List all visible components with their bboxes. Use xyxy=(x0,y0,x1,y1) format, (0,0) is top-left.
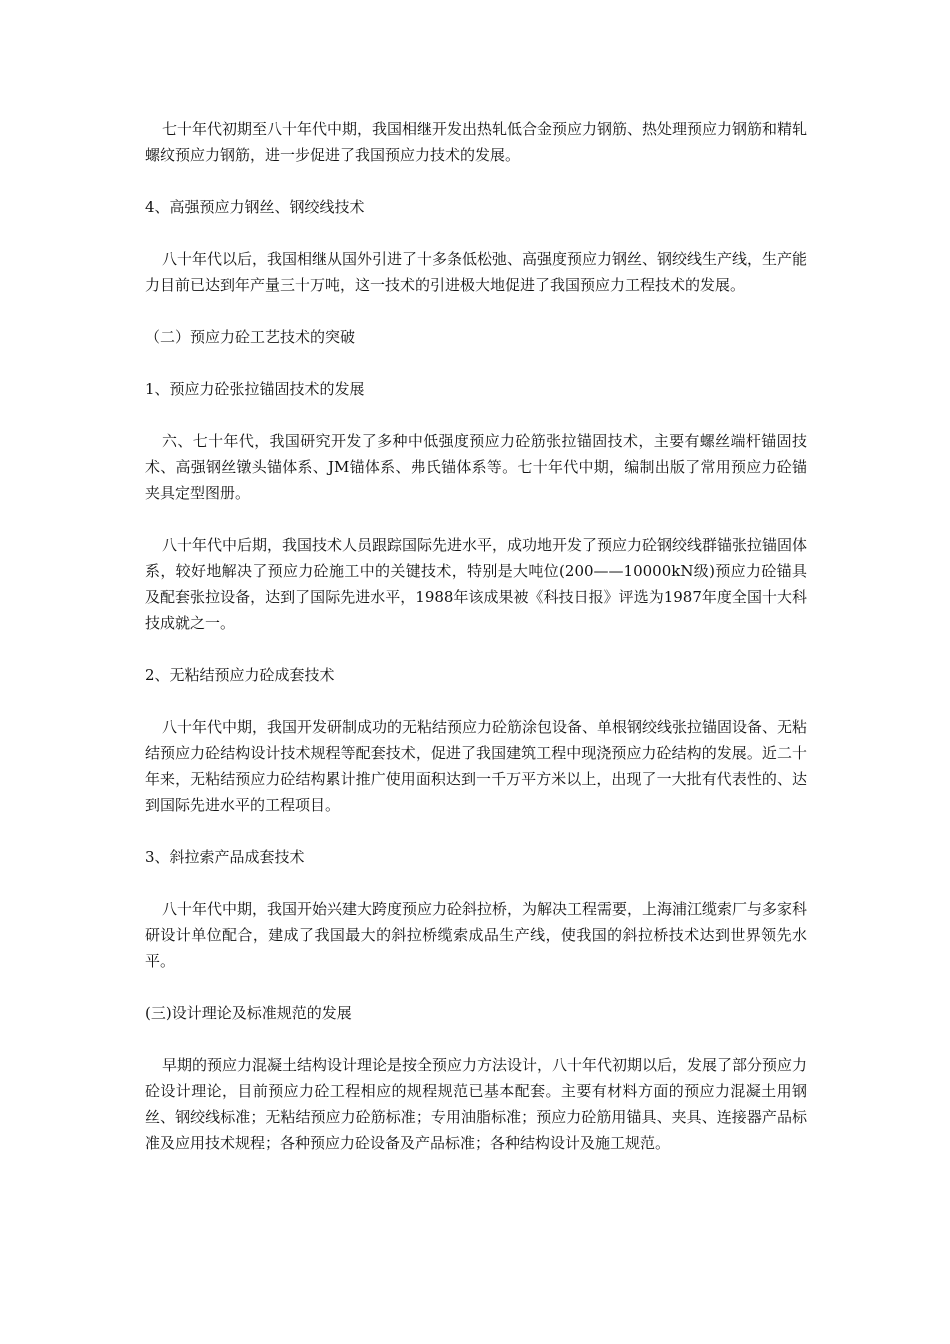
paragraph: 八十年代中期，我国开发研制成功的无粘结预应力砼筋涂包设备、单根钢绞线张拉锚固设备、无粘结预应力砼结构设计技术规程等配套技术，促进了我国建筑工程中现浇预应力砼结构的发展。近二十年来，无粘结预应力砼结构累计推广使用面积达到一千万平方米以上，出现了一大批有代表性的、达到国际先进水平的工程项目。 xyxy=(145,718,808,814)
paragraph: 六、七十年代，我国研究开发了多种中低强度预应力砼筋张拉锚固技术，主要有螺丝端杆锚固技术、高强钢丝镦头锚体系、JM锚体系、弗氏锚体系等。七十年代中期，编制出版了常用预应力砼锚夹具定型图册。 xyxy=(145,432,807,502)
section-heading: 1、预应力砼张拉锚固技术的发展 xyxy=(145,380,365,398)
paragraph: 八十年代中期，我国开始兴建大跨度预应力砼斜拉桥，为解决工程需要，上海浦江缆索厂与多家科研设计单位配合，建成了我国最大的斜拉桥缆索成品生产线，使我国的斜拉桥技术达到世界领先水平。 xyxy=(145,900,808,970)
paragraph: 八十年代中后期，我国技术人员跟踪国际先进水平，成功地开发了预应力砼钢绞线群锚张拉锚固体系，较好地解决了预应力砼施工中的关键技术，特别是大吨位(200——10000kN级)预应力砼锚具及配套张拉设备，达到了国际先进水平，1988年该成果被《科技日报》评选为1987年度全国十大科技成就之一。 xyxy=(145,536,808,632)
paragraph: 早期的预应力混凝土结构设计理论是按全预应力方法设计，八十年代初期以后，发展了部分预应力砼设计理论，目前预应力砼工程相应的规程规范已基本配套。主要有材料方面的预应力混凝土用钢丝、钢绞线标准；无粘结预应力砼筋标准；专用油脂标准；预应力砼筋用锚具、夹具、连接器产品标准及应用技术规程；各种预应力砼设备及产品标准；各种结构设计及施工规范。 xyxy=(145,1056,808,1152)
section-heading: 4、高强预应力钢丝、钢绞线技术 xyxy=(145,198,365,216)
section-heading: (三)设计理论及标准规范的发展 xyxy=(145,1004,352,1022)
document-page xyxy=(145,116,807,1182)
section-heading: 3、斜拉索产品成套技术 xyxy=(145,848,305,866)
section-heading: 2、无粘结预应力砼成套技术 xyxy=(145,666,335,684)
paragraph: 七十年代初期至八十年代中期，我国相继开发出热轧低合金预应力钢筋、热处理预应力钢筋和精轧螺纹预应力钢筋，进一步促进了我国预应力技术的发展。 xyxy=(145,120,808,164)
section-heading: （二）预应力砼工艺技术的突破 xyxy=(145,328,356,346)
paragraph: 八十年代以后，我国相继从国外引进了十多条低松弛、高强度预应力钢丝、钢绞线生产线，生产能力目前已达到年产量三十万吨，这一技术的引进极大地促进了我国预应力工程技术的发展。 xyxy=(145,250,808,294)
